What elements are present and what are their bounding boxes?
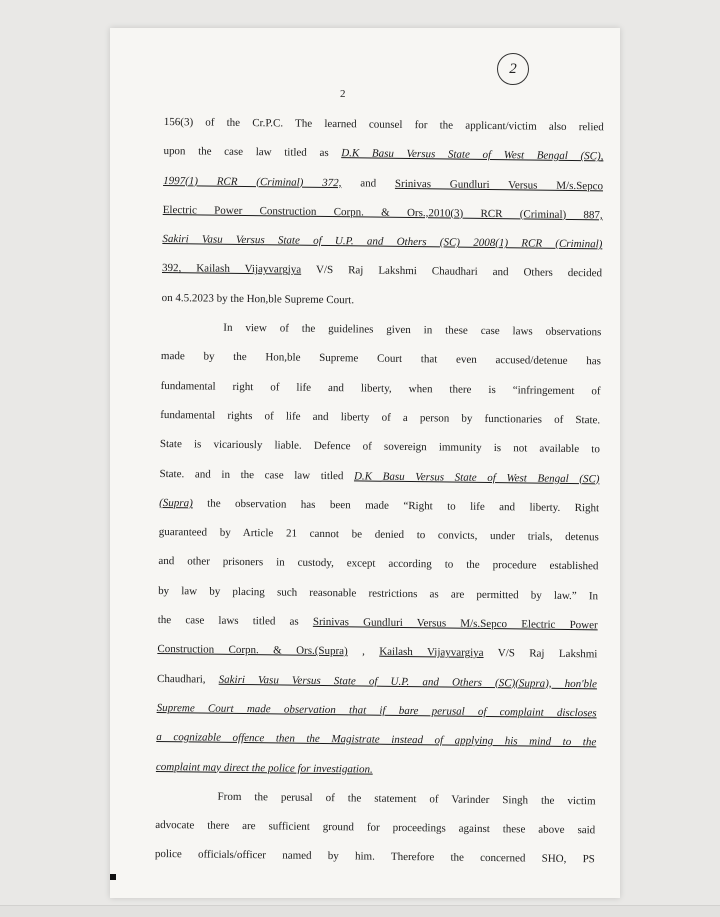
body-text	[155, 108, 604, 875]
text-segment: ,	[347, 645, 380, 659]
text-segment: Chaudhari,	[156, 672, 219, 686]
case-citation: a cognizable offence then the Magistrate instead of applying his mind to the	[156, 731, 597, 749]
case-citation: 1997(1) RCR (Criminal) 372,	[163, 174, 342, 189]
text-segment: State. and in the case law titled	[159, 467, 355, 482]
page-number: 2	[340, 88, 346, 100]
case-citation: complaint may direct the police for investigation.	[155, 760, 373, 776]
case-citation: D.K Basu Versus State of West Bengal (SC),	[341, 147, 604, 163]
text-segment: advocate there are sufficient ground for proceedings against these above said	[155, 819, 596, 837]
text-segment: State is vicariously liable. Defence of sovereign immunity is not available to	[159, 438, 600, 456]
text-segment: 156(3) of the Cr.P.C. The learned counsel for the applicant/victim also relied	[163, 115, 604, 134]
case-citation: Kailash Vijayvargiya	[379, 646, 484, 660]
text-segment: and	[341, 176, 396, 190]
case-citation: Sakiri Vasu Versus State of U.P. and Others (SC) 2008(1) RCR (Criminal)	[162, 233, 603, 251]
stamp-number: 2	[509, 60, 517, 77]
text-segment: V/S Raj Lakshmi Chaudhari and Others decided	[301, 264, 603, 280]
text-segment: In view of the guidelines given in these case laws observations	[223, 321, 602, 339]
case-citation: (Supra)	[159, 496, 193, 510]
case-citation: 392, Kailash Vijayvargiya	[161, 262, 302, 277]
text-segment: on 4.5.2023 by the Hon,ble Supreme Court.	[161, 291, 355, 307]
case-citation: Electric Power Construction Corpn. & Ors.,2010(3) RCR (Criminal) 887,	[162, 203, 603, 222]
case-citation: Supreme Court made observation that if bare perusal of complaint discloses	[156, 701, 597, 720]
case-citation: Srinivas Gundluri Versus M/s.Sepco Electric Power	[312, 615, 598, 632]
text-line	[163, 137, 603, 172]
page-stamp	[497, 53, 529, 85]
text-line	[160, 430, 600, 465]
document-page	[110, 28, 620, 898]
text-segment: by law by placing such reasonable restrictions as are permitted by law.” In	[158, 584, 599, 603]
text-segment: guaranteed by Article 21 cannot be denied to convicts, under trials, detenus	[158, 526, 599, 544]
text-segment: police officials/officer named by him. Therefore the concerned SHO, PS	[154, 848, 595, 866]
text-segment: the case laws titled as	[157, 614, 313, 628]
text-segment: upon the case law titled as	[163, 145, 342, 160]
scan-mark	[110, 874, 116, 880]
text-line	[155, 840, 595, 875]
case-citation: Construction Corpn. & Ors.(Supra)	[157, 643, 348, 658]
case-citation: D.K Basu Versus State of West Bengal (SC)	[353, 469, 600, 485]
text-segment: made by the Hon,ble Supreme Court that even accused/detenue has	[160, 350, 602, 368]
text-line	[156, 723, 596, 758]
viewer-bottom-bar	[0, 905, 720, 917]
text-segment: V/S Raj Lakshmi	[483, 647, 598, 661]
text-segment: and other prisoners in custody, except according to the procedure established	[158, 555, 599, 573]
case-citation: Sakiri Vasu Versus State of U.P. and Others (SC)(Supra), hon'ble	[218, 673, 598, 690]
text-segment: fundamental rights of life and liberty of a person by functionaries of State.	[160, 408, 601, 427]
case-citation: Srinivas Gundluri Versus M/s.Sepco	[394, 177, 604, 192]
text-segment: the observation has been made “Right to life and liberty. Right	[192, 497, 600, 515]
text-segment: From the perusal of the statement of Varinder Singh the victim	[217, 790, 596, 808]
text-segment: fundamental right of life and liberty, when there is “infringement of	[160, 379, 601, 398]
